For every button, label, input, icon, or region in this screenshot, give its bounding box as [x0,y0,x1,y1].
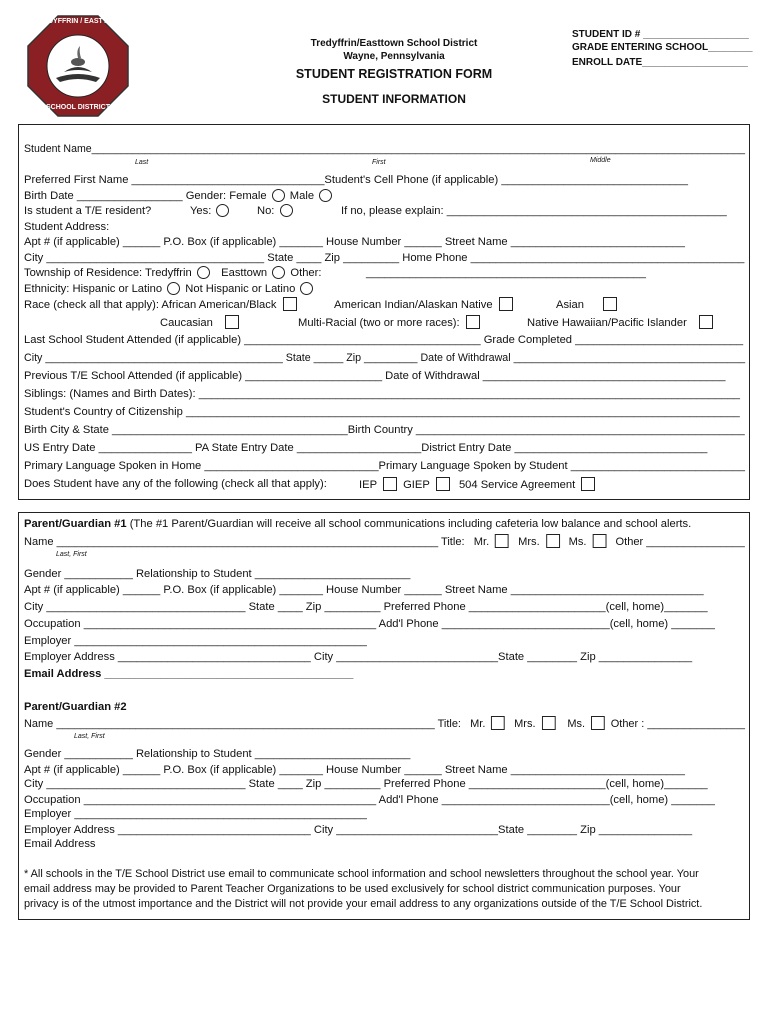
email-notice-line-2: email address may be provided to Parent Teacher Organizations to be used exclusively for school district communication purposes. Your [24,883,681,895]
caucasian-option [160,315,242,330]
tredyffrin-radio[interactable] [197,266,210,279]
previous-school-row[interactable]: Previous T/E School Attended (if applicable) ______________________ Date of Withdrawal _______________________________________ [24,370,726,382]
student-name-field[interactable]: Student Name_______________________________________________________________________________________________________________ [24,143,745,155]
name-middle-hint: Middle [590,157,611,164]
guardian1-employer-address-row[interactable]: Employer Address _______________________________ City __________________________State ________ Zip _______________ [24,651,693,663]
asian-checkbox[interactable] [603,297,617,311]
asian-label: Asian [556,299,584,311]
iep-label: IEP [359,479,377,491]
student-address-label: Student Address: [24,221,110,233]
guardian1-mr-checkbox[interactable] [495,534,509,548]
township-label: Township of Residence: Tredyffrin [24,267,192,279]
entry-date-row[interactable]: US Entry Date _______________ PA State Entry Date ____________________District Entry Date _______________________________ [24,442,708,454]
caucasian-checkbox[interactable] [225,315,239,329]
guardian1-other-field[interactable]: Other ________________ [615,536,745,548]
no-label: No: [257,205,275,217]
guardian1-occupation-row[interactable]: Occupation _______________________________________________ Add'l Phone ___________________________(cell, home) _______ [24,618,715,630]
guardian1-email-row[interactable]: Email Address ________________________________________ [24,668,354,680]
district-logo [26,14,130,118]
african-american-checkbox[interactable] [283,297,297,311]
guardian2-mr-checkbox[interactable] [491,716,505,730]
guardian2-email-row[interactable]: Email Address [24,838,96,850]
hispanic-radio[interactable] [167,282,180,295]
resident-yes [190,204,231,218]
guardian2-name-row [24,716,745,731]
birth-date-field[interactable]: Birth Date _________________ Gender: Female [24,190,267,202]
asian-option [556,297,620,312]
logo-text-top: TREDYFFRIN / EASTTOWN [34,18,125,25]
american-indian-option [334,297,516,312]
resident-yes-radio[interactable] [216,204,229,217]
giep-label: GIEP [403,479,430,491]
native-hawaiian-checkbox[interactable] [699,315,713,329]
guardian2-city-row[interactable]: City ________________________________ State ____ Zip _________ Preferred Phone ______________________(cell, home)_______ [24,778,708,790]
last-school-city-row[interactable]: City ________________________________________ State _____ Zip _________ Date of Withdrawal _______________________________________ [24,352,746,364]
caucasian-label: Caucasian [160,317,213,329]
guardian1-gender-row[interactable]: Gender ___________ Relationship to Student _________________________ [24,568,411,580]
township-other-field[interactable]: _____________________________________________ [366,267,646,279]
native-hawaiian-label: Native Hawaiian/Pacific Islander [527,317,687,329]
email-notice-line-3: privacy is of the utmost importance and the District will not provide your email address to any organizations outside of the T/E School District. [24,898,703,910]
race-row-1 [24,297,300,312]
guardian2-ms-checkbox[interactable] [591,716,605,730]
easttown-label: Easttown [221,267,268,279]
preferred-name-row[interactable]: Preferred First Name _______________________________Student's Cell Phone (if applicable) ______________________________ [24,174,688,186]
logo-text-bottom: SCHOOL DISTRICT [45,104,111,111]
ethnicity-label: Ethnicity: Hispanic or Latino [24,283,163,295]
birth-gender-row [24,189,334,203]
guardian1-name-field[interactable]: Name ______________________________________________________________ Title: [24,536,465,548]
guardian1-city-row[interactable]: City ________________________________ State ____ Zip _________ Preferred Phone ______________________(cell, home)_______ [24,601,708,613]
name-first-hint: First [372,159,386,166]
ethnicity-row [24,282,315,296]
name-last-hint: Last [135,159,149,166]
guardian1-heading-row [24,517,691,531]
birth-city-row[interactable]: Birth City & State ______________________________________Birth Country _____________________________________________________ [24,424,745,436]
guardian2-occupation-row[interactable]: Occupation _______________________________________________ Add'l Phone ___________________________(cell, home) _______ [24,794,715,806]
language-row[interactable]: Primary Language Spoken in Home ____________________________Primary Language Spoken by Student ____________________________ [24,460,745,472]
guardian1-mr-label: Mr. [473,536,490,548]
last-school-row[interactable]: Last School Student Attended (if applicable) ______________________________________ Grade Completed ___________________________ [24,334,744,346]
guardian1-ms-label: Ms. [568,536,587,548]
guardian2-heading: Parent/Guardian #2 [24,701,127,713]
resident-no [257,204,295,218]
race-label: Race (check all that apply): African American/Black [24,299,277,311]
guardian1-mrs-checkbox[interactable] [546,534,560,548]
explain-field[interactable]: If no, please explain: _____________________________________________ [341,205,727,217]
guardian2-name-field[interactable]: Name ______________________________________________________________ Title: [24,718,461,730]
guardian2-gender-row[interactable]: Gender ___________ Relationship to Student _________________________ [24,748,411,760]
district-location: Wayne, Pennsylvania [343,51,445,62]
504-label: 504 Service Agreement [458,479,576,491]
american-indian-label: American Indian/Alaskan Native [334,299,493,311]
female-radio[interactable] [272,189,285,202]
services-row [24,477,327,491]
grade-entering-field[interactable]: GRADE ENTERING SCHOOL________ [572,42,753,53]
guardian2-employer-row[interactable]: Employer _______________________________________________ [24,808,367,820]
504-checkbox[interactable] [581,477,595,491]
guardian2-ms-label: Ms. [567,718,586,730]
guardian1-ms-checkbox[interactable] [593,534,607,548]
guardian2-employer-address-row[interactable]: Employer Address _______________________________ City __________________________State ________ Zip _______________ [24,824,693,836]
guardian1-name-hint: Last, First [56,551,87,558]
township-row [24,266,321,280]
resident-no-radio[interactable] [280,204,293,217]
guardian1-note: (The #1 Parent/Guardian will receive all school communications including cafeteria low balance and school alerts. [129,518,692,530]
enroll-date-field[interactable]: ENROLL DATE___________________ [572,57,748,68]
guardian1-employer-row[interactable]: Employer _______________________________________________ [24,635,367,647]
form-title: STUDENT REGISTRATION FORM [295,67,493,81]
american-indian-checkbox[interactable] [499,297,513,311]
guardian2-apt-row[interactable]: Apt # (if applicable) ______ P.O. Box (if applicable) _______ House Number ______ Street Name ____________________________ [24,764,685,776]
guardian1-name-row [24,534,745,549]
yes-label: Yes: [190,205,212,217]
guardian1-apt-row[interactable]: Apt # (if applicable) ______ P.O. Box (if applicable) _______ House Number ______ Street Name _______________________________ [24,584,704,596]
not-hispanic-label: Not Hispanic or Latino [185,283,296,295]
guardian2-other-label: Other : [610,718,645,730]
guardian1-mrs-label: Mrs. [518,536,540,548]
citizenship-row[interactable]: Student's Country of Citizenship _________________________________________________________________________________________ [24,406,740,418]
multi-racial-label: Multi-Racial (two or more races): [298,317,460,329]
multi-racial-option [298,315,483,330]
not-hispanic-radio[interactable] [300,282,313,295]
guardian2-mr-label: Mr. [470,718,486,730]
multi-racial-checkbox[interactable] [466,315,480,329]
native-hawaiian-option [527,315,716,330]
guardian2-mrs-label: Mrs. [514,718,536,730]
student-id-field[interactable]: STUDENT ID # ___________________ [572,29,749,40]
services-label: Does Student have any of the following (check all that apply): [24,478,327,490]
email-notice-line-1: * All schools in the T/E School District use email to communicate school information and school newsletters throughout the school year. Your [24,868,699,880]
section-title: STUDENT INFORMATION [322,92,466,106]
male-label: Male [289,190,315,202]
guardian2-mrs-checkbox[interactable] [541,716,555,730]
student-city-row[interactable]: City ___________________________________ State ____ Zip _________ Home Phone ____________________________________________ [24,252,745,264]
male-radio[interactable] [319,189,332,202]
district-name: Tredyffrin/Easttown School District [310,38,478,49]
giep-checkbox[interactable] [436,477,450,491]
siblings-row[interactable]: Siblings: (Names and Birth Dates): _______________________________________________________________________________________ [24,388,741,400]
resident-label: Is student a T/E resident? [24,205,152,217]
guardian2-other-field[interactable]: ________________ [647,718,746,730]
township-other-label: Other: [290,267,322,279]
student-apt-row[interactable]: Apt # (if applicable) ______ P.O. Box (if applicable) _______ House Number ______ Street Name ____________________________ [24,236,685,248]
iep-checkbox[interactable] [383,477,397,491]
guardian1-heading: Parent/Guardian #1 [24,518,127,530]
services-options [359,477,598,492]
guardian2-name-hint: Last, First [74,733,105,740]
easttown-radio[interactable] [272,266,285,279]
